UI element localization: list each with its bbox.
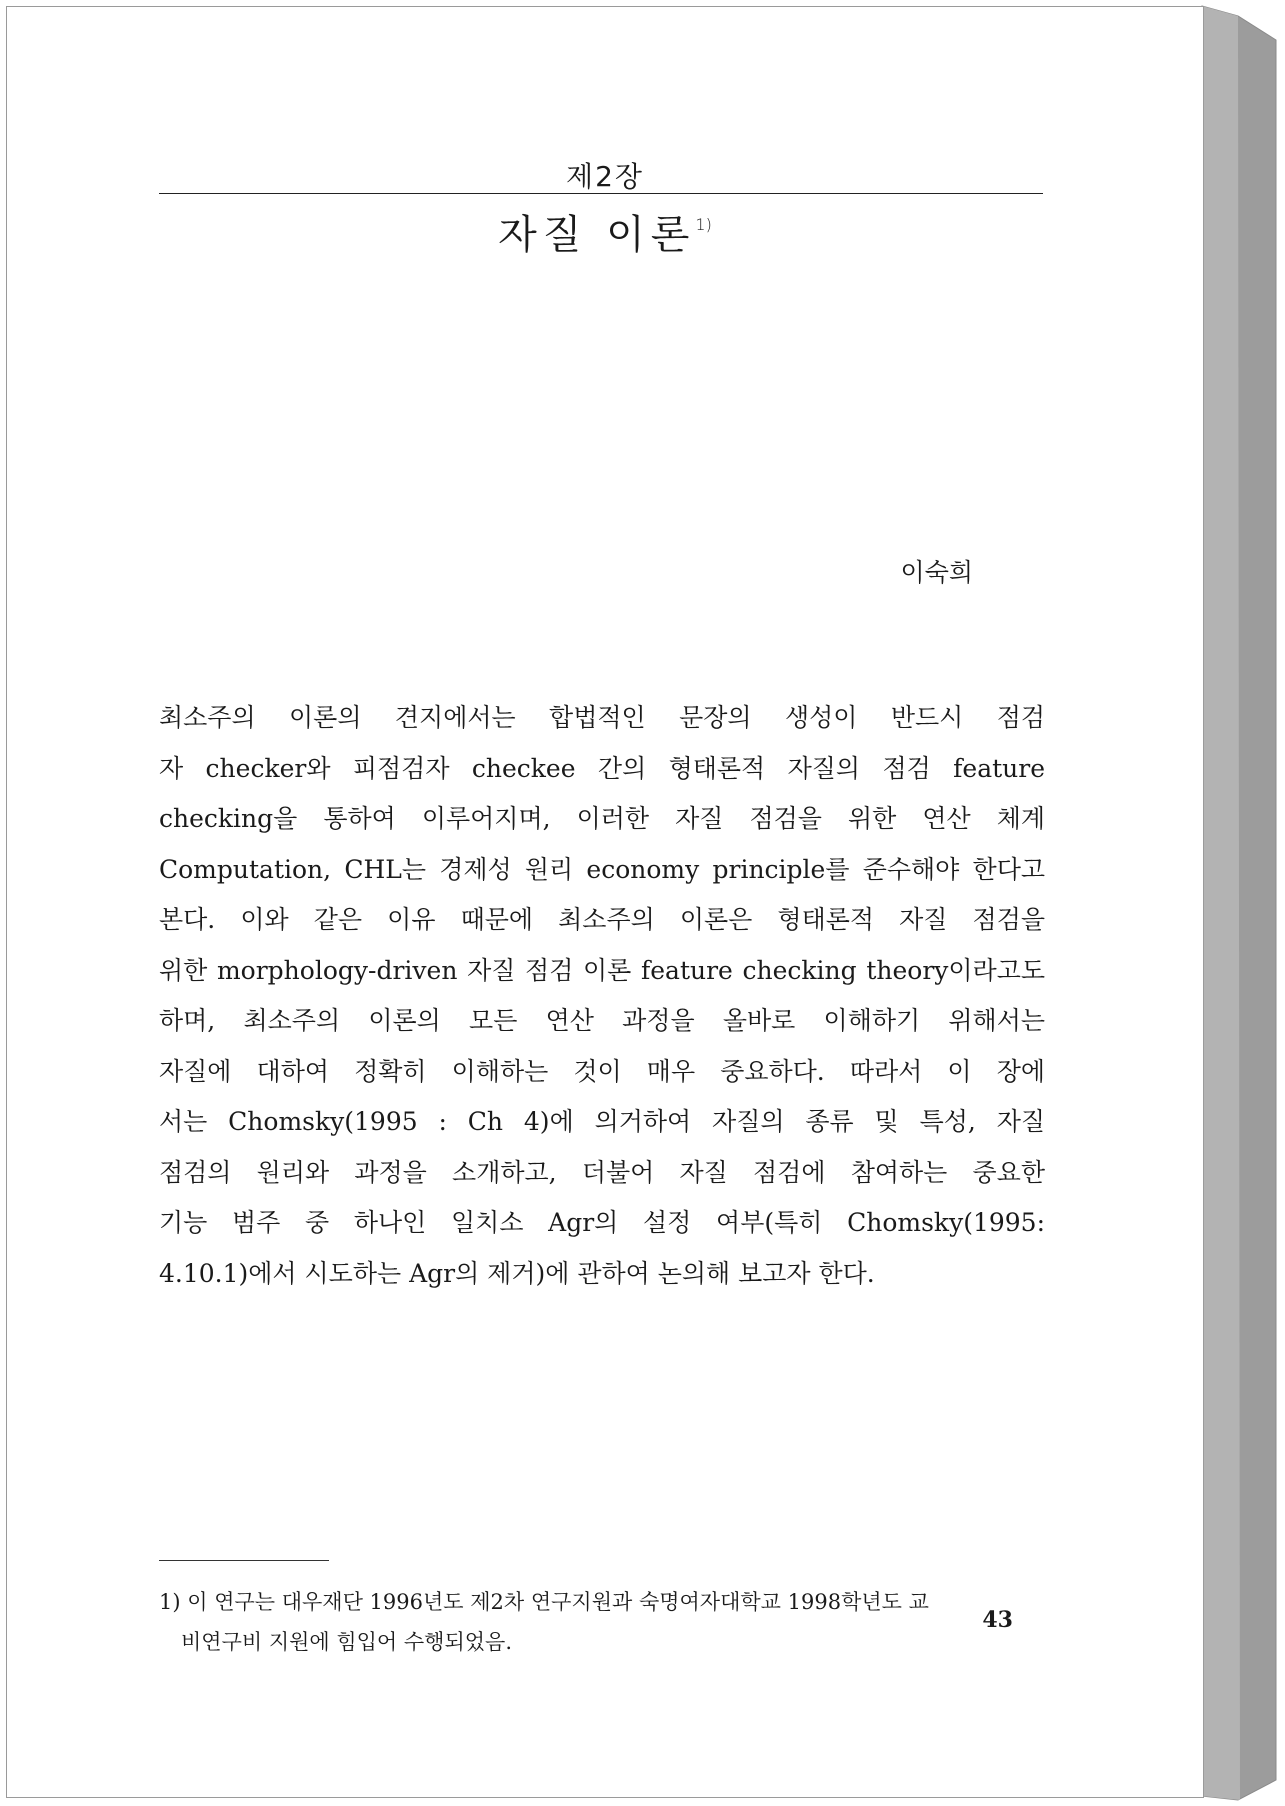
body-line: 본다. 이와 같은 이유 때문에 최소주의 이론은 형태론적 자질 점검을	[159, 905, 1045, 934]
author-name: 이숙희	[900, 558, 973, 587]
footnote	[159, 1582, 1045, 1662]
book-page	[6, 6, 1204, 1798]
body-line: 서는 Chomsky(1995 : Ch 4)에 의거하여 자질의 종류 및 특성, 자질	[159, 1107, 1045, 1136]
header-rule	[159, 193, 1043, 194]
chapter-title-text: 자질 이론	[498, 212, 696, 258]
footnote-line: 비연구비 지원에 힘입어 수행되었음.	[181, 1630, 512, 1654]
body-line: 4.10.1)에서 시도하는 Agr의 제거)에 관하여 논의해 보고자 한다.	[159, 1258, 875, 1288]
body-line: 하며, 최소주의 이론의 모든 연산 과정을 올바로 이해하기 위해서는	[159, 1006, 1045, 1035]
body-line: 최소주의 이론의 견지에서는 합법적인 문장의 생성이 반드시 점검	[159, 703, 1045, 732]
chapter-title	[7, 203, 1203, 260]
body-line: 위한 morphology-driven 자질 점검 이론 feature checking theory이라고도	[159, 955, 1045, 985]
chapter-label: 제2장	[566, 160, 644, 193]
footnote-rule	[159, 1560, 329, 1561]
footnote-marker: 1)	[695, 215, 712, 234]
body-line: 기능 범주 중 하나인 일치소 Agr의 설정 여부(특히 Chomsky(1995:	[159, 1208, 1045, 1237]
page-number: 43	[982, 1607, 1013, 1633]
body-line: 자질에 대하여 정확히 이해하는 것이 매우 중요하다. 따라서 이 장에	[159, 1056, 1045, 1086]
body-line: 자 checker와 피점검자 checkee 간의 형태론적 자질의 점검 feature	[159, 753, 1045, 783]
footnote-line: 1) 이 연구는 대우재단 1996년도 제2차 연구지원과 숙명여자대학교 1998학년도 교	[159, 1590, 929, 1614]
body-line: checking을 통하여 이루어지며, 이러한 자질 점검을 위한 연산 체계	[159, 804, 1045, 833]
body-paragraph	[159, 693, 1045, 1299]
body-line: 점검의 원리와 과정을 소개하고, 더불어 자질 점검에 참여하는 중요한	[159, 1157, 1045, 1187]
body-line: Computation, CHL는 경제성 원리 economy principle를 준수해야 한다고	[159, 854, 1045, 884]
